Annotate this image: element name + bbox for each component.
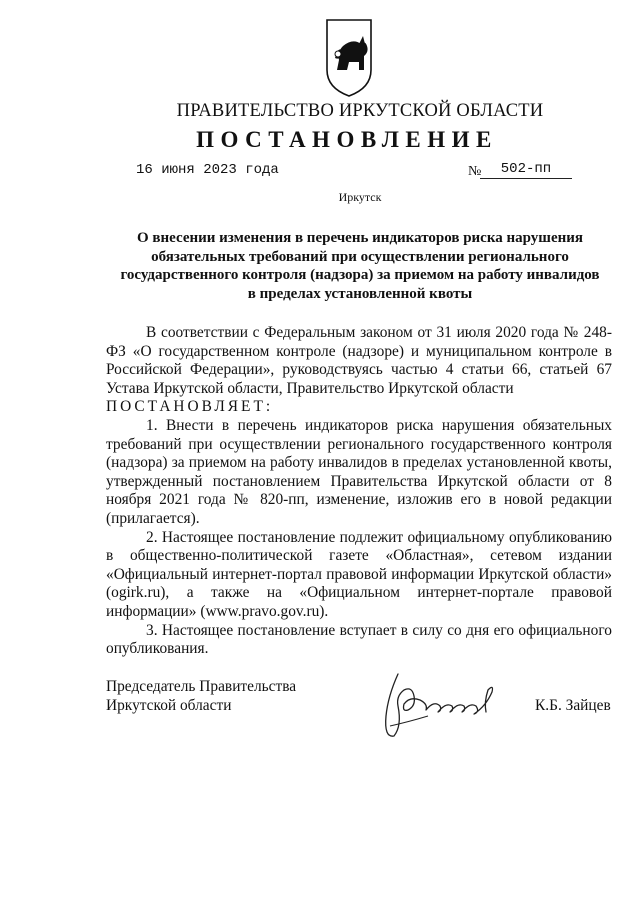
document-title: О внесении изменения в перечень индикаторов риска нарушения обязательных требований при осуществлении регионального государственного контроля (надзора) за приемом на работу инвалидов в пределах установленной квоты [120,230,600,302]
document-date: 16 июня 2023 года [136,162,279,178]
document-number: 502-пп [480,161,572,179]
document-body [106,324,612,659]
coat-of-arms-icon [301,16,397,100]
handwritten-signature [368,666,518,746]
decree-word: ПОСТАНОВЛЯЕТ: [106,398,274,416]
signatory-name: К.Б. Зайцев [535,697,611,714]
preamble-paragraph: В соответствии с Федеральным законом от 31 июля 2020 года № 248-ФЗ «О государственном контроле (надзоре) и муниципальном контроле в Российской Федерации», руководствуясь частью 4 статьи 66, статьей 67 Устава Иркутской области, Правительство Иркутской области [106,324,612,397]
document-type: ПОСТАНОВЛЕНИЕ [196,127,498,152]
item-paragraph-3: 3. Настоящее постановление вступает в силу со дня его официального опубликования. [106,621,612,658]
item-paragraph-2: 2. Настоящее постановление подлежит официальному опубликованию в общественно-политической газете «Областная», сетевом издании «Официальный интернет-портал правовой информации Иркутской области» (ogirk.ru), а также на «Официальном интернет-портале правовой информации» (www.pravo.gov.ru). [106,528,612,620]
signatory-position [106,678,296,715]
government-name: ПРАВИТЕЛЬСТВО ИРКУТСКОЙ ОБЛАСТИ [176,101,544,121]
signatory-position-line2: Иркутской области [106,696,232,714]
city-name: Иркутск [338,190,382,204]
item-paragraph-1: 1. Внести в перечень индикаторов риска нарушения обязательных требований при осуществлении регионального государственного контроля (надзора) за приемом на работу инвалидов в пределах установленной квоты, утвержденный постановлением Правительства Иркутской области от 8 ноября 2021 года № 820-пп, изменение, изложив его в новой редакции (прилагается). [106,416,612,527]
number-sign: № [468,164,482,179]
signatory-position-line1: Председатель Правительства [106,678,297,695]
